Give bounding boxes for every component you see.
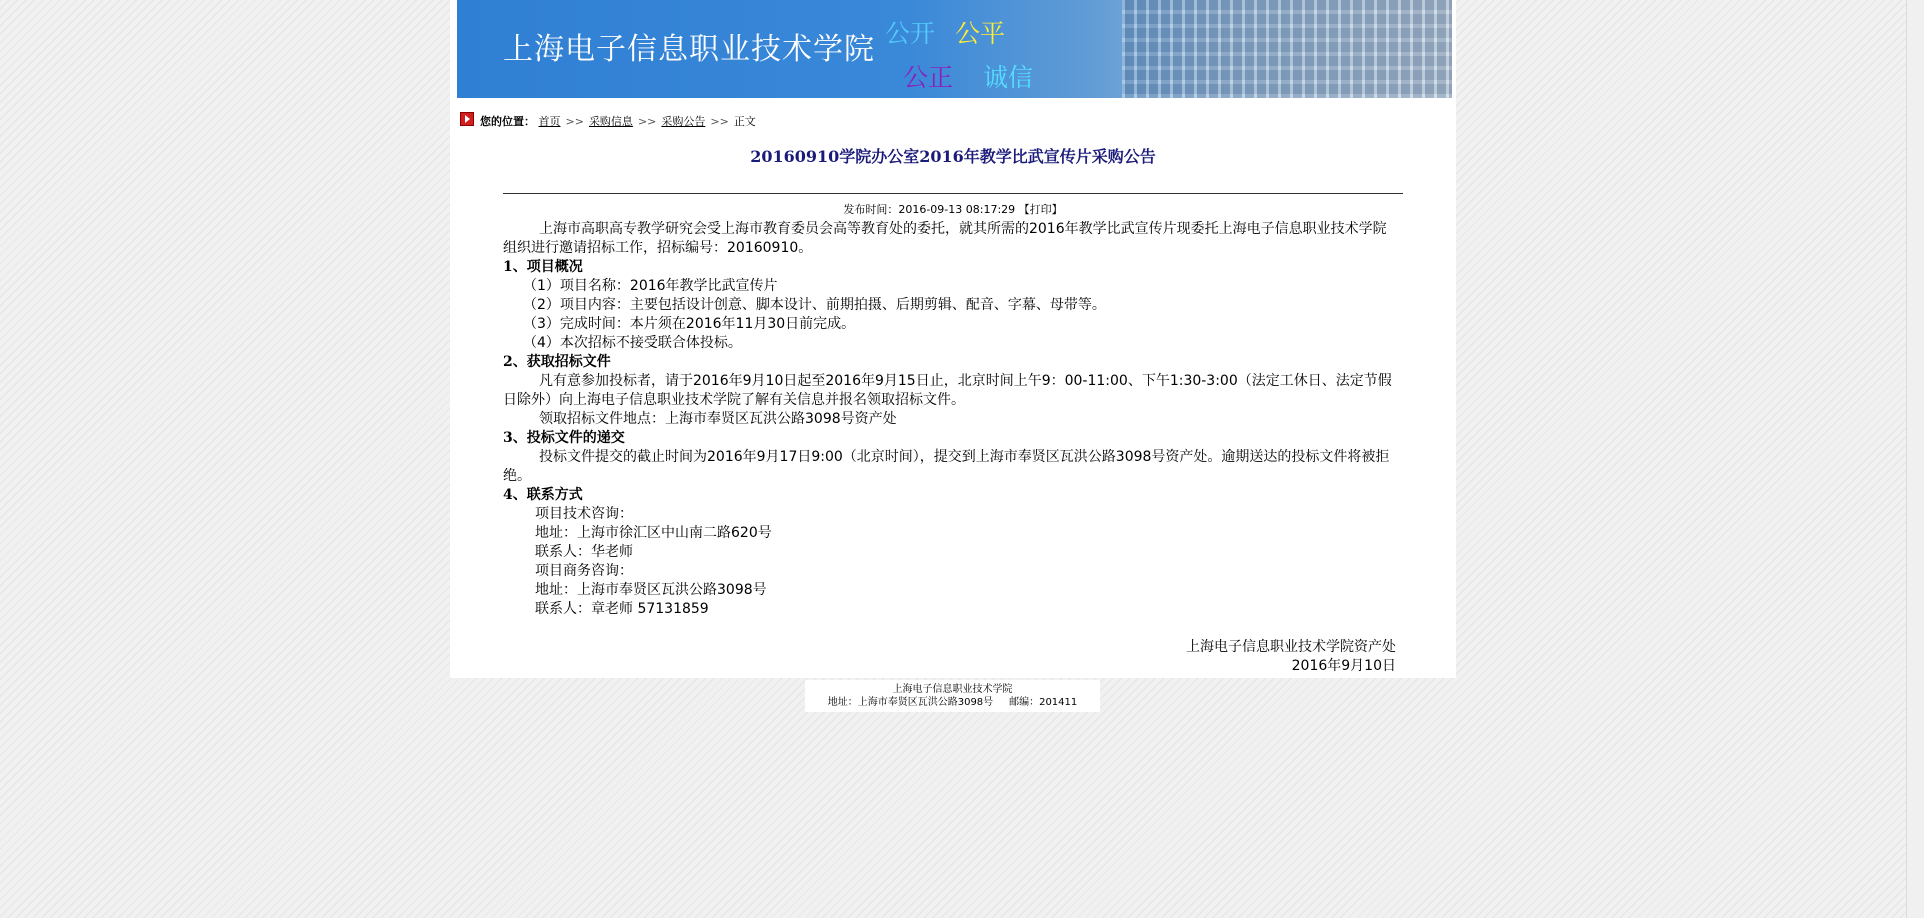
footer-school-name: 上海电子信息职业技术学院 [892,684,1013,695]
paragraph: 凡有意参加投标者，请于2016年9月10日起至2016年9月15日止，北京时间上午9：00-11:00、下午1:30-3:00（法定工休日、法定节假日除外）向上海电子信息职业技术学院了解有关信息并报名领取招标文件。 [503,373,1392,408]
page-footer [805,680,1100,712]
breadcrumb-separator: >> [637,115,657,128]
breadcrumb-separator: >> [565,115,584,128]
publish-info [450,201,1456,217]
paragraph: 投标文件提交的截止时间为2016年9月17日9:00（北京时间），提交到上海市奉贤区瓦洪公路3098号资产处。逾期送达的投标文件将被拒绝。 [503,449,1390,484]
breadcrumb-prefix: 您的位置： [480,115,535,128]
list-item: （3）完成时间：本片须在2016年11月30日前完成。 [523,316,856,332]
contact-line: 项目商务咨询： [535,563,633,579]
publish-time: 2016-09-13 08:17:29 [898,203,1016,216]
section-heading: 3、投标文件的递交 [503,430,625,446]
footer-address: 地址：上海市奉贤区瓦洪公路3098号 [827,697,994,708]
title-divider [503,193,1403,194]
signature-date: 2016年9月10日 [1291,658,1396,674]
campus-building-image [1122,0,1452,98]
breadcrumb [460,112,756,129]
signature-block [1186,638,1396,676]
intro-paragraph: 上海市高职高专教学研究会受上海市教育委员会高等教育处的委托，就其所需的2016年教学比武宣传片现委托上海电子信息职业技术学院组织进行邀请招标工作，招标编号：20160910。 [503,221,1387,256]
breadcrumb-procurement-info-link[interactable]: 采购信息 [588,115,633,128]
contact-line: 联系人：章老师 57131859 [535,601,709,617]
print-link[interactable]: 【打印】 [1018,203,1063,216]
contact-line: 联系人：华老师 [535,544,633,560]
breadcrumb-procurement-notice-link[interactable]: 采购公告 [661,115,706,128]
school-name: 上海电子信息职业技术学院 [503,32,875,67]
breadcrumb-current: 正文 [733,115,756,128]
contact-line: 项目技术咨询： [535,506,633,522]
motto-word: 公平 [955,19,1006,48]
section-heading: 1、项目概况 [503,259,583,275]
contact-line: 地址：上海市奉贤区瓦洪公路3098号 [535,582,767,598]
footer-postcode: 邮编：201411 [1009,697,1078,708]
paragraph: 领取招标文件地点：上海市奉贤区瓦洪公路3098号资产处 [539,411,897,427]
breadcrumb-home-link[interactable]: 首页 [538,115,561,128]
publish-label: 发布时间： [843,203,899,216]
breadcrumb-separator: >> [710,115,729,128]
vertical-scrollbar[interactable] [1906,0,1924,918]
motto-word: 诚信 [983,63,1034,92]
article-body [503,220,1393,619]
section-heading: 2、获取招标文件 [503,354,611,370]
signature-org: 上海电子信息职业技术学院资产处 [1186,639,1396,655]
list-item: （4）本次招标不接受联合体投标。 [523,335,742,351]
list-item: （1）项目名称：2016年教学比武宣传片 [523,278,778,294]
motto-word: 公正 [903,63,954,92]
section-heading: 4、联系方式 [503,487,583,503]
page-container [450,0,1456,678]
contact-line: 地址：上海市徐汇区中山南二路620号 [535,525,772,541]
header-banner [457,0,1452,98]
article-title: 20160910学院办公室2016年教学比武宣传片采购公告 [750,147,1156,166]
arrow-right-icon [460,112,474,126]
motto-word: 公开 [885,19,936,48]
footer-address-line [805,696,1100,709]
list-item: （2）项目内容：主要包括设计创意、脚本设计、前期拍摄、后期剪辑、配音、字幕、母带等。 [523,297,1106,313]
